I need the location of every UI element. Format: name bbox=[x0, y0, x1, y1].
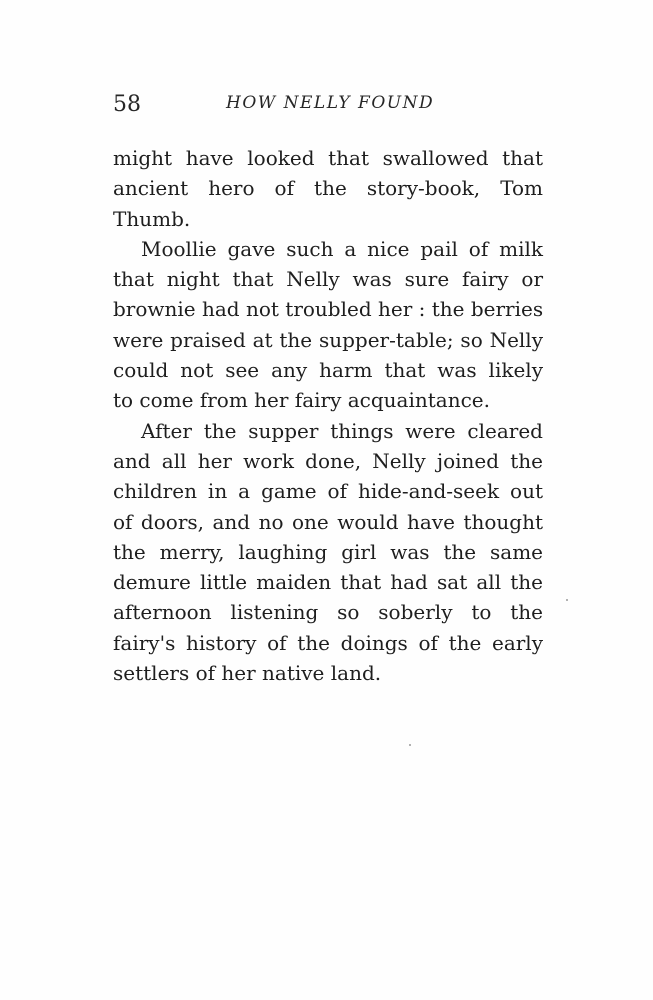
text-line: Moollie gave such a nice pail of milk bbox=[141, 236, 543, 261]
text-line: the merry, laughing girl was the same bbox=[113, 539, 543, 564]
text-line: settlers of her native land. bbox=[113, 661, 382, 686]
text-line: to come from her fairy acquaintance. bbox=[113, 388, 490, 413]
paragraph-2 bbox=[113, 234, 543, 416]
text-line: could not see any harm that was likely bbox=[113, 358, 543, 383]
text-line: Thumb. bbox=[113, 206, 191, 231]
text-line: brownie had not troubled her : the berries bbox=[113, 297, 544, 322]
text-line: children in a game of hide-and-seek out bbox=[113, 479, 543, 504]
body-text bbox=[113, 143, 543, 688]
page-header bbox=[113, 92, 543, 122]
text-line: were praised at the supper-table; so Nelly bbox=[113, 327, 543, 352]
paragraph-3 bbox=[113, 416, 543, 689]
paragraph-1 bbox=[113, 143, 543, 234]
text-line: afternoon listening so soberly to the bbox=[113, 600, 543, 625]
ink-speck bbox=[409, 744, 411, 746]
text-line: that night that Nelly was sure fairy or bbox=[113, 267, 543, 292]
ink-speck bbox=[566, 599, 568, 601]
text-line: demure little maiden that had sat all the bbox=[113, 570, 543, 595]
text-line: of doors, and no one would have thought bbox=[113, 509, 543, 534]
text-line: After the supper things were cleared bbox=[141, 418, 543, 443]
running-title: HOW NELLY FOUND bbox=[226, 93, 435, 113]
text-line: might have looked that swallowed that bbox=[113, 146, 543, 170]
text-line: ancient hero of the story-book, Tom bbox=[113, 176, 543, 201]
page-number: 58 bbox=[113, 92, 141, 117]
text-line: and all her work done, Nelly joined the bbox=[113, 448, 543, 473]
text-line: fairy's history of the doings of the early bbox=[113, 630, 543, 655]
